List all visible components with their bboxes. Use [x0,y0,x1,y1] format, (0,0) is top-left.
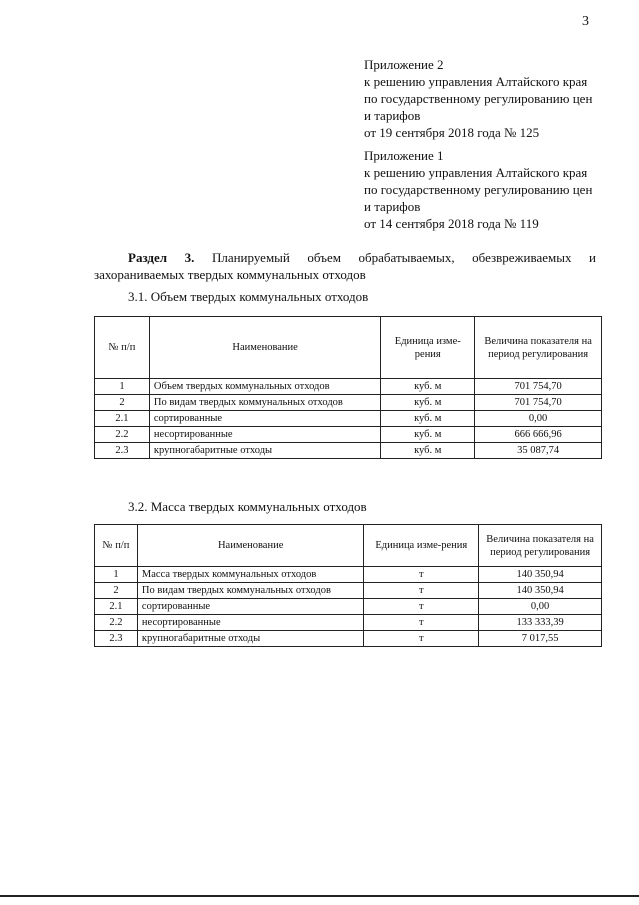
row-number: 2 [95,583,138,599]
row-unit: куб. м [381,379,475,395]
volume-section-title: 3.1. Объем твердых коммунальных отходов [128,289,369,304]
row-name: несортированные [149,427,380,443]
row-value: 0,00 [475,411,602,427]
header-unit: Единица изме-рения [381,317,475,379]
table-header-row [95,525,602,567]
header-unit: Единица изме-рения [364,525,479,567]
appendix-2-line: от 19 сентября 2018 года № 125 [364,125,540,140]
table-row [95,443,602,459]
table-row [95,615,602,631]
header-number: № п/п [95,317,150,379]
row-name: несортированные [137,615,364,631]
page-bottom-rule [0,895,639,897]
section-text: Планируемый объем обрабатываемых, обезвреживаемых и захораниваемых твердых коммунальных отходов [94,250,596,282]
table-row [95,599,602,615]
row-unit: куб. м [381,443,475,459]
row-name: крупногабаритные отходы [137,631,364,647]
mass-section-title: 3.2. Масса твердых коммунальных отходов [128,499,367,514]
table-row [95,427,602,443]
row-unit: куб. м [381,427,475,443]
table-row [95,411,602,427]
header-name: Наименование [137,525,364,567]
row-number: 2.1 [95,411,150,427]
row-number: 2.2 [95,427,150,443]
row-number: 2.2 [95,615,138,631]
appendix-1-line: к решению управления Алтайского края [364,165,588,180]
appendix-2-block [364,56,592,141]
row-name: Объем твердых коммунальных отходов [149,379,380,395]
row-unit: куб. м [381,395,475,411]
row-name: крупногабаритные отходы [149,443,380,459]
appendix-1-line: по государственному регулированию цен [364,182,593,197]
row-number: 2 [95,395,150,411]
row-number: 1 [95,379,150,395]
volume-table [94,316,602,459]
row-number: 2.3 [95,631,138,647]
row-name: Масса твердых коммунальных отходов [137,567,364,583]
row-unit: куб. м [381,411,475,427]
row-value: 666 666,96 [475,427,602,443]
header-number: № п/п [95,525,138,567]
appendix-1-line: Приложение 1 [364,148,444,163]
row-value: 701 754,70 [475,395,602,411]
row-unit: т [364,631,479,647]
table-row [95,567,602,583]
section-label: Раздел 3. [128,250,195,265]
row-unit: т [364,567,479,583]
row-value: 35 087,74 [475,443,602,459]
appendix-2-line: и тарифов [364,108,421,123]
page-number: 3 [582,14,589,29]
row-value: 7 017,55 [479,631,602,647]
appendix-1-line: и тарифов [364,199,421,214]
row-unit: т [364,583,479,599]
row-value: 701 754,70 [475,379,602,395]
appendix-2-line: Приложение 2 [364,57,444,72]
row-value: 133 333,39 [479,615,602,631]
table-row [95,379,602,395]
appendix-2-line: по государственному регулированию цен [364,91,593,106]
row-name: сортированные [149,411,380,427]
appendix-1-block [364,147,592,232]
table-row [95,583,602,599]
row-unit: т [364,599,479,615]
row-value: 0,00 [479,599,602,615]
header-value: Величина показателя на период регулирования [479,525,602,567]
row-number: 2.1 [95,599,138,615]
row-name: По видам твердых коммунальных отходов [137,583,364,599]
table-row [95,631,602,647]
appendix-2-line: к решению управления Алтайского края [364,74,588,89]
appendix-1-line: от 14 сентября 2018 года № 119 [364,216,539,231]
row-value: 140 350,94 [479,567,602,583]
table-header-row [95,317,602,379]
mass-table [94,524,602,647]
row-name: По видам твердых коммунальных отходов [149,395,380,411]
header-value: Величина показателя на период регулирования [475,317,602,379]
row-number: 2.3 [95,443,150,459]
section-heading [60,249,596,283]
row-number: 1 [95,567,138,583]
header-name: Наименование [149,317,380,379]
row-value: 140 350,94 [479,583,602,599]
table-row [95,395,602,411]
row-name: сортированные [137,599,364,615]
row-unit: т [364,615,479,631]
